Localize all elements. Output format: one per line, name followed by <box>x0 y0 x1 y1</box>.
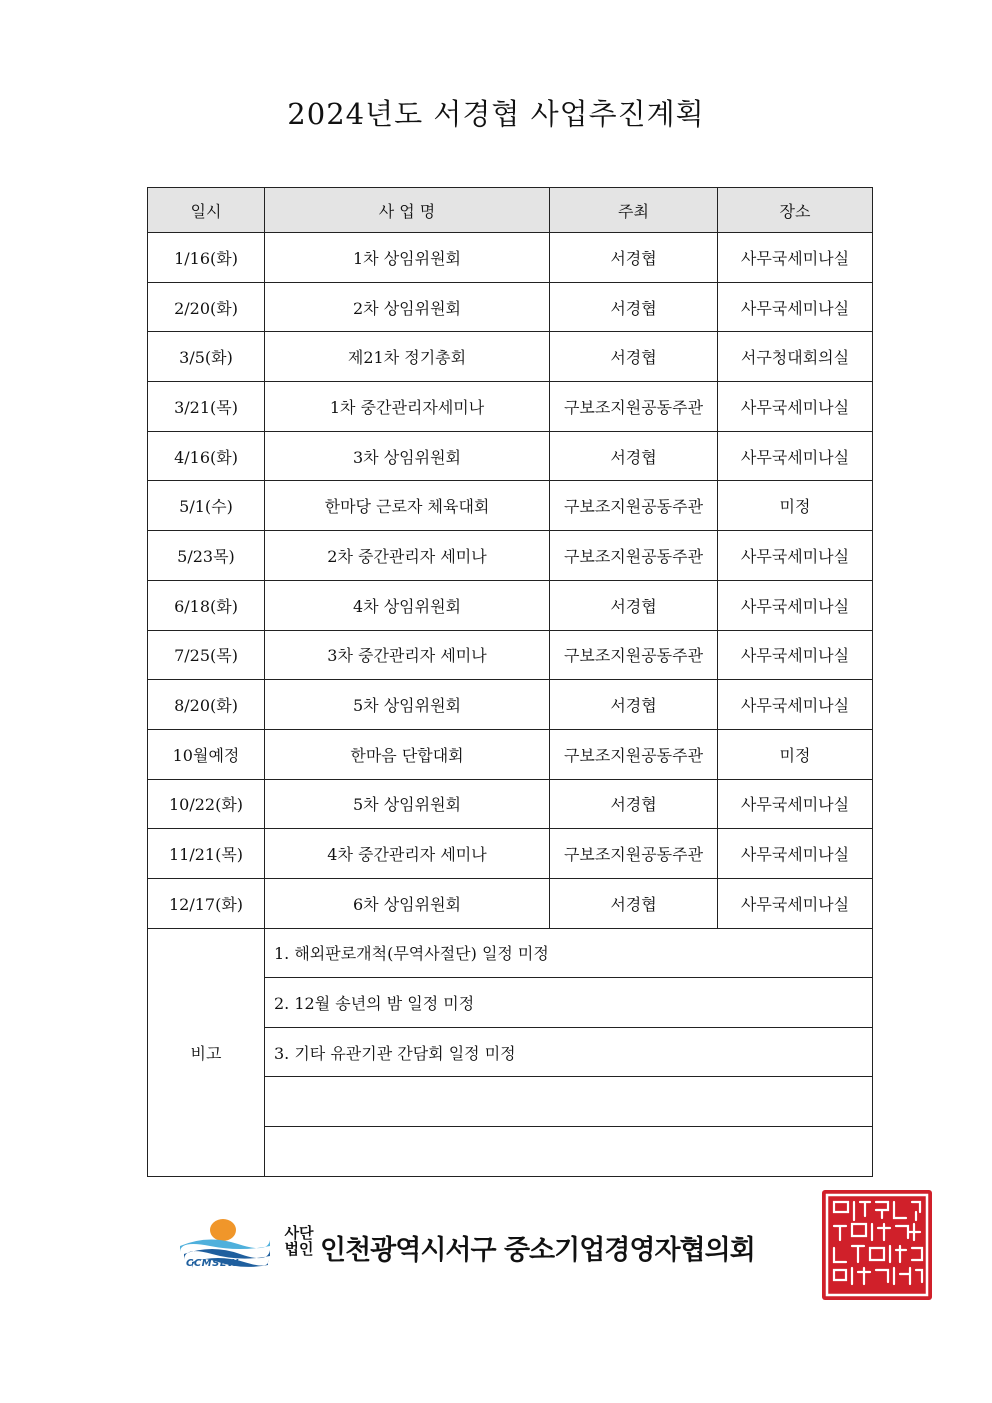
cell-event: 제21차 정기총회 <box>265 332 550 382</box>
table-row <box>148 630 873 680</box>
header-event: 사 업 명 <box>265 188 550 233</box>
cell-date: 4/16(화) <box>148 431 265 481</box>
plan-table <box>147 187 873 1177</box>
cell-date: 1/16(화) <box>148 233 265 283</box>
cell-date: 5/1(수) <box>148 481 265 531</box>
cell-venue: 사무국세미나실 <box>718 580 873 630</box>
cell-date: 3/21(목) <box>148 382 265 432</box>
cell-host: 구보조지원공동주관 <box>550 481 718 531</box>
cell-host: 서경협 <box>550 680 718 730</box>
cell-host: 서경협 <box>550 332 718 382</box>
table-row <box>148 431 873 481</box>
table-row <box>148 531 873 581</box>
document-title: 2024년도 서경협 사업추진계획 <box>287 97 705 131</box>
cell-date: 10월예정 <box>148 729 265 779</box>
logo-caption: CCMSEW <box>186 1258 239 1269</box>
table-row <box>148 829 873 879</box>
cell-venue: 서구청대회의실 <box>718 332 873 382</box>
cell-event: 3차 중간관리자 세미나 <box>265 630 550 680</box>
cell-host: 구보조지원공동주관 <box>550 630 718 680</box>
cell-host: 구보조지원공동주관 <box>550 729 718 779</box>
cell-event: 한마음 단합대회 <box>265 729 550 779</box>
footer <box>0 1188 992 1308</box>
note-text <box>265 1127 873 1177</box>
cell-venue: 사무국세미나실 <box>718 282 873 332</box>
note-text: 3. 기타 유관기관 간담회 일정 미정 <box>265 1027 873 1077</box>
cell-venue: 사무국세미나실 <box>718 531 873 581</box>
cell-host: 서경협 <box>550 779 718 829</box>
cell-host: 구보조지원공동주관 <box>550 531 718 581</box>
cell-event: 4차 중간관리자 세미나 <box>265 829 550 879</box>
note-row <box>148 928 873 978</box>
cell-host: 서경협 <box>550 580 718 630</box>
note-text: 2. 12월 송년의 밤 일정 미정 <box>265 978 873 1028</box>
header-venue: 장소 <box>718 188 873 233</box>
cell-venue: 사무국세미나실 <box>718 431 873 481</box>
table-row <box>148 878 873 928</box>
cell-host: 구보조지원공동주관 <box>550 829 718 879</box>
cell-host: 서경협 <box>550 233 718 283</box>
cell-venue: 미정 <box>718 481 873 531</box>
notes-label: 비고 <box>148 928 265 1176</box>
note-text <box>265 1077 873 1127</box>
table-row <box>148 332 873 382</box>
cell-host: 서경협 <box>550 282 718 332</box>
cell-date: 10/22(화) <box>148 779 265 829</box>
table-row <box>148 481 873 531</box>
cell-event: 6차 상임위원회 <box>265 878 550 928</box>
cell-date: 7/25(목) <box>148 630 265 680</box>
cell-event: 1차 중간관리자세미나 <box>265 382 550 432</box>
table-row <box>148 233 873 283</box>
cell-event: 5차 상임위원회 <box>265 779 550 829</box>
cell-host: 서경협 <box>550 431 718 481</box>
cell-venue: 사무국세미나실 <box>718 878 873 928</box>
cell-event: 5차 상임위원회 <box>265 680 550 730</box>
table-row <box>148 779 873 829</box>
cell-host: 서경협 <box>550 878 718 928</box>
note-text: 1. 해외판로개척(무역사절단) 일정 미정 <box>265 928 873 978</box>
table-row <box>148 580 873 630</box>
cell-event: 한마당 근로자 체육대회 <box>265 481 550 531</box>
cell-venue: 사무국세미나실 <box>718 779 873 829</box>
org-prefix <box>282 1225 316 1257</box>
cell-venue: 사무국세미나실 <box>718 829 873 879</box>
table-header-row <box>148 188 873 233</box>
cell-date: 8/20(화) <box>148 680 265 730</box>
organization-name: 인천광역시서구 중소기업경영자협의회 <box>320 1235 755 1266</box>
header-date: 일시 <box>148 188 265 233</box>
cell-event: 2차 상임위원회 <box>265 282 550 332</box>
cell-venue: 사무국세미나실 <box>718 630 873 680</box>
cell-event: 2차 중간관리자 세미나 <box>265 531 550 581</box>
org-prefix-line1: 사단 <box>284 1224 314 1242</box>
cell-date: 5/23목) <box>148 531 265 581</box>
table-row <box>148 382 873 432</box>
cell-date: 11/21(목) <box>148 829 265 879</box>
header-host: 주최 <box>550 188 718 233</box>
cell-date: 2/20(화) <box>148 282 265 332</box>
official-seal-icon <box>820 1188 934 1302</box>
cell-date: 12/17(화) <box>148 878 265 928</box>
cell-date: 6/18(화) <box>148 580 265 630</box>
cell-event: 3차 상임위원회 <box>265 431 550 481</box>
table-row <box>148 282 873 332</box>
cell-venue: 사무국세미나실 <box>718 233 873 283</box>
table-row <box>148 729 873 779</box>
cell-event: 4차 상임위원회 <box>265 580 550 630</box>
table-row <box>148 680 873 730</box>
org-prefix-line2: 법인 <box>284 1240 314 1258</box>
cell-venue: 사무국세미나실 <box>718 382 873 432</box>
cell-venue: 사무국세미나실 <box>718 680 873 730</box>
cell-venue: 미정 <box>718 729 873 779</box>
cell-host: 구보조지원공동주관 <box>550 382 718 432</box>
cell-date: 3/5(화) <box>148 332 265 382</box>
cell-event: 1차 상임위원회 <box>265 233 550 283</box>
